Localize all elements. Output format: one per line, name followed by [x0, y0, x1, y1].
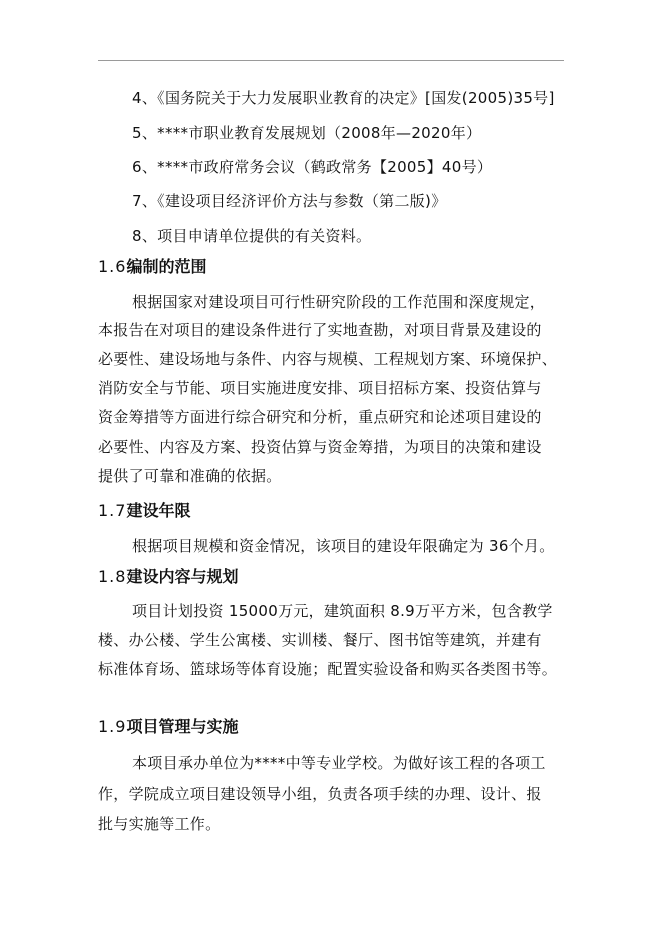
- paragraph-line: 本项目承办单位为****中等专业学校。为做好该工程的各项工: [132, 754, 546, 772]
- section-heading: [98, 716, 238, 738]
- section-number: 1.8: [98, 567, 127, 586]
- paragraph-line: 标准体育场、篮球场等体育设施；配置实验设备和购买各类图书等。: [98, 660, 558, 678]
- section-number: 1.6: [98, 257, 127, 276]
- section-number: 1.9: [98, 717, 127, 736]
- section-heading: [98, 256, 206, 278]
- reference-item: 5、****市职业教育发展规划（2008年—2020年）: [132, 124, 482, 142]
- section-heading: [98, 566, 238, 588]
- paragraph-line: 项目计划投资 15000万元，建筑面积 8.9万平方米，包含教学: [132, 602, 553, 620]
- reference-item: 6、****市政府常务会议（鹤政常务【2005】40号）: [132, 158, 493, 176]
- paragraph-line: 根据项目规模和资金情况，该项目的建设年限确定为 36个月。: [132, 537, 555, 555]
- paragraph-line: 消防安全与节能、项目实施进度安排、项目招标方案、投资估算与: [98, 379, 542, 397]
- section-title: 项目管理与实施: [126, 717, 239, 736]
- section-title: 建设年限: [126, 501, 191, 520]
- reference-item: 7、《建设项目经济评价方法与参数（第二版)》: [132, 192, 447, 210]
- section-title: 编制的范围: [126, 257, 207, 276]
- paragraph-line: 提供了可靠和准确的依据。: [98, 467, 282, 485]
- section-number: 1.7: [98, 501, 127, 520]
- paragraph-line: 必要性、内容及方案、投资估算与资金筹措，为项目的决策和建设: [98, 438, 542, 456]
- paragraph-line: 资金筹措等方面进行综合研究和分析，重点研究和论述项目建设的: [98, 408, 542, 426]
- section-title: 建设内容与规划: [126, 567, 239, 586]
- header-rule: [98, 60, 564, 61]
- paragraph-line: 楼、办公楼、学生公寓楼、实训楼、餐厅、图书馆等建筑，并建有: [98, 631, 542, 649]
- paragraph-line: 本报告在对项目的建设条件进行了实地查勘，对项目背景及建设的: [98, 321, 542, 339]
- reference-item: 8、项目申请单位提供的有关资料。: [132, 227, 372, 245]
- paragraph-line: 必要性、建设场地与条件、内容与规模、工程规划方案、环境保护、: [98, 350, 558, 368]
- paragraph-line: 作，学院成立项目建设领导小组，负责各项手续的办理、设计、报: [98, 785, 542, 803]
- paragraph-line: 根据国家对建设项目可行性研究阶段的工作范围和深度规定，: [132, 293, 546, 311]
- section-heading: [98, 500, 190, 522]
- reference-item: 4、《国务院关于大力发展职业教育的决定》[国发(2005)35号]: [132, 89, 555, 107]
- paragraph-line: 批与实施等工作。: [98, 815, 221, 833]
